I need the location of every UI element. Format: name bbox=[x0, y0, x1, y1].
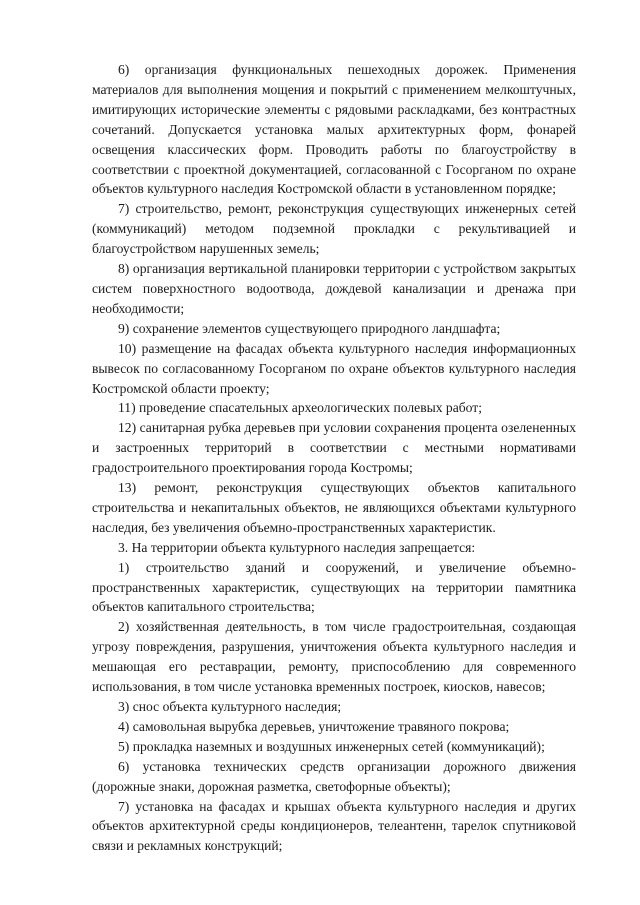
prohibited-item-1-construction: 1) строительство зданий и сооружений, и увеличение объемно-пространственных характеристик, существующих на территории памятника объектов капитального строительства; bbox=[92, 559, 576, 615]
paragraph-item-13-repair: 13) ремонт, реконструкция существующих объектов капитального строительства и некапитальных объектов, не являющихся объектами культурного наследия, без увеличения объемно-пространственных характеристик. bbox=[92, 480, 576, 535]
paragraph-item-8-vertical-planning: 8) организация вертикальной планировки территории с устройством закрытых систем поверхностного водоотвода, дождевой канализации и дренажа при необходимости; bbox=[92, 261, 576, 316]
paragraph-item-11-archaeology: 11) проведение спасательных археологических полевых работ; bbox=[118, 400, 483, 416]
prohibited-item-6-traffic-devices: 6) установка технических средств организации дорожного движения (дорожные знаки, дорожная разметка, светофорные объекты); bbox=[92, 758, 576, 794]
prohibited-item-7-facade-equipment: 7) установка на фасадах и крышах объекта культурного наследия и других объектов архитектурной среды кондиционеров, телеантенн, тарелок спутниковой связи и рекламных конструкций; bbox=[92, 798, 576, 854]
document-body bbox=[92, 60, 576, 856]
prohibited-item-4-felling: 4) самовольная вырубка деревьев, уничтожение травяного покрова; bbox=[118, 718, 510, 734]
prohibited-item-3-demolition: 3) снос объекта культурного наследия; bbox=[118, 699, 342, 714]
paragraph-item-12-tree-felling: 12) санитарная рубка деревьев при условии сохранения процента озелененных и застроенных территорий в соответствии с местными нормативами градостроительного проектирования города Костромы; bbox=[92, 420, 576, 476]
paragraph-item-7-utilities: 7) строительство, ремонт, реконструкция существующих инженерных сетей (коммуникаций) методом подземной прокладки с рекультивацией и благоустройством нарушенных земель; bbox=[92, 201, 576, 257]
prohibited-item-5-networks: 5) прокладка наземных и воздушных инженерных сетей (коммуникаций); bbox=[118, 738, 545, 754]
prohibited-item-2-economic-activity: 2) хозяйственная деятельность, в том числе градостроительная, создающая угрозу повреждения, разрушения, уничтожения объекта культурного наследия и мешающая его реставрации, ремонту, приспособлению для современного использования, в том числе установка временных построек, киосков, навесов; bbox=[92, 619, 576, 695]
paragraph-item-9-landscape: 9) сохранение элементов существующего природного ландшафта; bbox=[118, 320, 501, 336]
section-3-heading: 3. На территории объекта культурного наследия запрещается: bbox=[118, 539, 476, 555]
paragraph-item-10-signage: 10) размещение на фасадах объекта культурного наследия информационных вывесок по согласованному Госорганом по охране объектов культурного наследия Костромской области проекту; bbox=[92, 340, 576, 396]
paragraph-item-6-walkways: 6) организация функциональных пешеходных дорожек. Применения материалов для выполнения мощения и покрытий с применением мелкоштучных, имитирующих исторические элементы с рядовыми раскладками, без контрастных сочетаний. Допускается установка малых архитектурных форм, фонарей освещения классических форм. Проводить работы по благоустройству в соответствии с проектной документацией, согласованной с Госорганом по охране объектов культурного наследия Костромской области в установленном порядке; bbox=[92, 62, 576, 197]
